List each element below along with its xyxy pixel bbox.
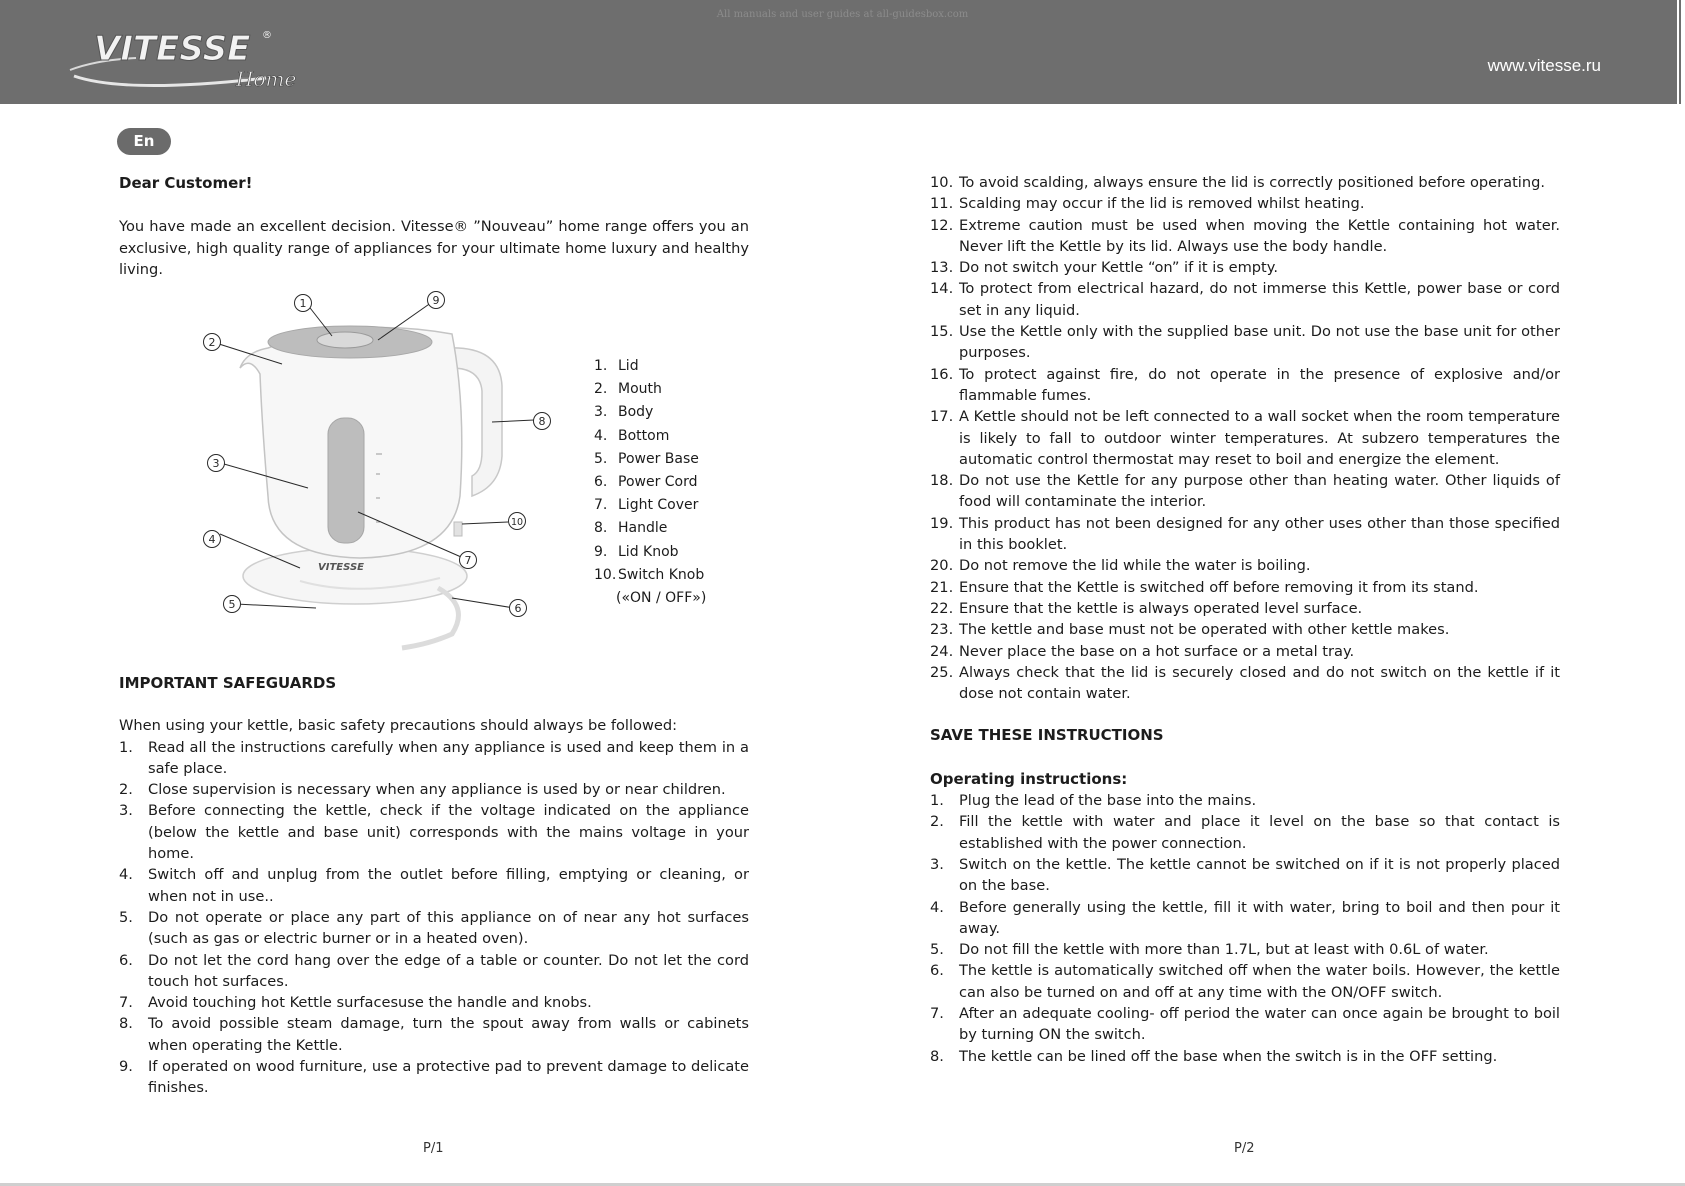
callout-1 <box>295 295 312 312</box>
part-item <box>594 564 706 587</box>
svg-text:Home: Home <box>236 67 297 91</box>
parts-list <box>594 355 706 610</box>
svg-text:9: 9 <box>432 294 440 307</box>
callout-9 <box>428 292 445 309</box>
right-column <box>930 172 1560 1067</box>
part-item <box>594 541 706 564</box>
list-number: 8. <box>930 1047 944 1065</box>
list-number: 1. <box>930 792 944 810</box>
list-text: Do not use the Kettle for any purpose other than heating water. Other liquids of food will contaminate the interior. <box>959 472 1560 511</box>
page-number-left: P/1 <box>423 1141 444 1156</box>
svg-text:6: 6 <box>514 602 522 615</box>
list-number: 6. <box>119 951 133 969</box>
list-item <box>930 193 1560 214</box>
list-text: Always check that the lid is securely closed and do not switch on the kettle if it dose not contain water. <box>959 663 1560 703</box>
list-item <box>930 470 1560 513</box>
part-number: 9. <box>594 543 608 560</box>
list-item <box>930 854 1560 897</box>
svg-text:8: 8 <box>538 415 546 428</box>
list-item <box>930 513 1560 556</box>
list-number: 5. <box>930 941 944 959</box>
list-text: Do not operate or place any part of this appliance on of near any hot surfaces (such as gas or electric burner or in a heated oven). <box>148 908 749 948</box>
list-text: Scalding may occur if the lid is removed whilst heating. <box>959 195 1365 213</box>
list-text: Avoid touching hot Kettle surfacesuse the handle and knobs. <box>148 994 592 1012</box>
list-text: Do not let the cord hang over the edge of a table or counter. Do not let the cord touch hot surfaces. <box>148 951 749 990</box>
part-label: Power Cord <box>618 474 698 491</box>
list-item <box>930 1046 1560 1067</box>
svg-text:4: 4 <box>208 533 216 546</box>
list-number: 25. <box>930 663 954 681</box>
part-label: Mouth <box>618 381 662 398</box>
list-number: 5. <box>119 908 133 926</box>
list-text: Before generally using the kettle, fill it with water, bring to boil and then pour it away. <box>959 898 1560 937</box>
callout-7 <box>460 552 477 569</box>
list-item <box>930 257 1560 278</box>
list-number: 13. <box>930 259 954 277</box>
list-item <box>930 811 1560 854</box>
part-number: 7. <box>594 497 608 514</box>
list-item <box>930 960 1560 1003</box>
list-number: 19. <box>930 514 954 532</box>
list-text: The kettle is automatically switched off when the water boils. However, the kettle can also be turned on and off at any time with the ON/OFF switch. <box>959 962 1560 1001</box>
list-item <box>119 779 749 800</box>
list-text: Read all the instructions carefully when any appliance is used and keep them in a safe place. <box>148 738 749 777</box>
list-item <box>930 897 1560 940</box>
part-label: Handle <box>618 520 668 537</box>
list-text: After an adequate cooling- off period the water can once again be brought to boil by turning ON the switch. <box>959 1004 1560 1044</box>
svg-text:1: 1 <box>299 297 307 310</box>
list-item <box>930 662 1560 705</box>
list-text: A Kettle should not be left connected to a wall socket when the room temperature is likely to fall to outdoor winter temperatures. At subzero temperatures the automatic control thermostat may reset to boil and energize the element. <box>959 408 1560 468</box>
website-url: www.vitesse.ru <box>1487 56 1601 75</box>
list-number: 1. <box>119 738 133 756</box>
svg-text:10: 10 <box>510 517 524 528</box>
part-item <box>594 448 706 471</box>
callout-2 <box>204 334 221 351</box>
list-text: Switch off and unplug from the outlet before filling, emptying or cleaning, or when not in use.. <box>148 866 749 905</box>
operating-heading: Operating instructions: <box>930 769 1128 788</box>
part-label: Lid <box>618 358 639 374</box>
list-number: 4. <box>930 898 944 916</box>
list-number: 22. <box>930 599 954 617</box>
list-item <box>119 907 749 950</box>
list-number: 3. <box>930 855 944 873</box>
list-item <box>930 172 1560 193</box>
list-item <box>119 1013 749 1056</box>
safeguards-intro: When using your kettle, basic safety precautions should always be followed: <box>119 717 678 735</box>
list-text: To avoid scalding, always ensure the lid is correctly positioned before operating. <box>959 174 1545 191</box>
language-badge: En <box>117 128 171 155</box>
list-number: 10. <box>930 174 954 191</box>
list-number: 16. <box>930 365 954 383</box>
part-item <box>594 355 706 378</box>
page-number-right: P/2 <box>1234 1141 1255 1156</box>
safeguards-heading: IMPORTANT SAFEGUARDS <box>119 674 337 692</box>
list-text: Do not switch your Kettle “on” if it is empty. <box>959 259 1278 277</box>
list-item <box>930 619 1560 640</box>
list-text: The kettle can be lined off the base when the switch is in the OFF setting. <box>959 1047 1498 1065</box>
part-number: 3. <box>594 404 608 421</box>
part-label: Bottom <box>618 427 670 444</box>
callout-4 <box>204 531 221 548</box>
list-number: 6. <box>930 962 944 980</box>
list-item <box>930 577 1560 598</box>
list-item <box>119 864 749 907</box>
part-number: 4. <box>594 427 608 444</box>
list-number: 21. <box>930 578 954 596</box>
list-item <box>930 321 1560 364</box>
list-number: 24. <box>930 642 954 660</box>
list-number: 11. <box>930 195 954 213</box>
part-label: Switch Knob <box>618 566 705 583</box>
list-number: 3. <box>119 802 133 820</box>
list-text: Before connecting the kettle, check if the voltage indicated on the appliance (below the kettle and base unit) corresponds with the mains voltage in your home. <box>148 802 749 863</box>
list-item <box>119 800 749 864</box>
list-number: 8. <box>119 1015 133 1033</box>
greeting-heading: Dear Customer! <box>119 174 253 192</box>
list-number: 12. <box>930 216 954 234</box>
list-text: If operated on wood furniture, use a protective pad to prevent damage to delicate finishes. <box>148 1058 749 1097</box>
callout-5 <box>224 596 241 613</box>
part-number: 10. <box>594 566 617 583</box>
svg-text:2: 2 <box>208 336 216 349</box>
list-item <box>930 641 1560 662</box>
intro-paragraph: You have made an excellent decision. Vitesse® ”Nouveau” home range offers you an exclusive, high quality range of appliances for your ultimate home luxury and healthy living. <box>119 218 749 278</box>
list-text: Never place the base on a hot surface or a metal tray. <box>959 642 1355 660</box>
list-text: Use the Kettle only with the supplied base unit. Do not use the base unit for other purposes. <box>959 323 1560 362</box>
part-number: 6. <box>594 474 608 491</box>
vitesse-logo <box>66 24 306 96</box>
list-item <box>930 1003 1560 1046</box>
list-number: 9. <box>119 1058 133 1076</box>
part-number: 8. <box>594 520 608 537</box>
part-item <box>594 471 706 494</box>
list-number: 2. <box>930 813 944 831</box>
list-text: Switch on the kettle. The kettle cannot be switched on if it is not properly placed on the base. <box>959 855 1560 895</box>
part-label: Body <box>618 404 654 421</box>
callout-3 <box>208 455 225 472</box>
list-item <box>930 598 1560 619</box>
list-number: 2. <box>119 781 133 799</box>
svg-text:3: 3 <box>212 457 220 470</box>
part-number: 1. <box>594 358 608 374</box>
part-item <box>594 425 706 448</box>
callout-10 <box>509 513 526 530</box>
svg-text:5: 5 <box>228 598 236 611</box>
intro-section <box>119 173 749 280</box>
part-item <box>594 517 706 540</box>
list-text: The kettle and base must not be operated with other kettle makes. <box>959 621 1450 639</box>
safeguards-section <box>119 673 749 1099</box>
parts-note: («ON / OFF») <box>616 590 707 607</box>
list-number: 14. <box>930 280 954 298</box>
part-item <box>594 494 706 517</box>
list-item <box>930 790 1560 811</box>
list-number: 18. <box>930 472 954 490</box>
list-text: Fill the kettle with water and place it level on the base so that contact is established with the power connection. <box>959 813 1560 852</box>
callout-8 <box>534 413 551 430</box>
part-number: 5. <box>594 450 608 467</box>
part-number: 2. <box>594 381 608 398</box>
list-text: Extreme caution must be used when moving the Kettle containing hot water. Never lift the Kettle by its lid. Always use the body handle. <box>959 216 1560 255</box>
svg-text:VITESSE: VITESSE <box>318 562 364 573</box>
list-text: To protect from electrical hazard, do not immerse this Kettle, power base or cord set in any liquid. <box>959 280 1560 319</box>
save-instructions-heading: SAVE THESE INSTRUCTIONS <box>930 726 1164 745</box>
list-number: 15. <box>930 323 954 341</box>
list-text: Plug the lead of the base into the mains. <box>959 792 1257 810</box>
svg-text:7: 7 <box>464 554 472 567</box>
list-item <box>930 939 1560 960</box>
list-item <box>930 364 1560 407</box>
list-text: Ensure that the Kettle is switched off before removing it from its stand. <box>959 578 1479 596</box>
list-item <box>119 992 749 1013</box>
list-number: 7. <box>930 1004 944 1022</box>
part-label: Power Base <box>618 450 699 467</box>
list-number: 23. <box>930 621 954 639</box>
list-number: 7. <box>119 994 133 1012</box>
part-label: Lid Knob <box>618 543 679 560</box>
part-label: Light Cover <box>618 497 699 514</box>
list-text: Do not fill the kettle with more than 1.7L, but at least with 0.6L of water. <box>959 941 1489 959</box>
list-item <box>119 737 749 780</box>
list-item <box>930 278 1560 321</box>
list-item <box>930 215 1560 258</box>
safeguards-list <box>119 737 749 1099</box>
kettle-diagram <box>190 286 560 656</box>
list-text: To avoid possible steam damage, turn the spout away from walls or cabinets when operating the Kettle. <box>148 1015 749 1054</box>
part-item <box>594 401 706 424</box>
svg-text:VITESSE: VITESSE <box>94 29 251 69</box>
list-item <box>930 555 1560 576</box>
list-item <box>119 1056 749 1099</box>
callout-6 <box>510 600 527 617</box>
list-number: 20. <box>930 557 954 575</box>
safeguards-list-continued <box>930 172 1560 704</box>
list-text: This product has not been designed for any other uses other than those specified in this booklet. <box>959 514 1560 554</box>
svg-text:®: ® <box>262 30 272 41</box>
list-text: Close supervision is necessary when any appliance is used by or near children. <box>148 781 726 799</box>
list-text: Ensure that the kettle is always operated level surface. <box>959 599 1363 617</box>
list-item <box>119 950 749 993</box>
list-number: 4. <box>119 866 133 884</box>
list-item <box>930 406 1560 470</box>
watermark-text: All manuals and user guides at all-guidesbox.com <box>716 9 969 20</box>
list-number: 17. <box>930 408 954 426</box>
list-text: To protect against fire, do not operate in the presence of explosive and/or flammable fumes. <box>959 365 1560 404</box>
operating-list <box>930 790 1560 1067</box>
list-text: Do not remove the lid while the water is boiling. <box>959 557 1311 575</box>
part-item <box>594 378 706 401</box>
